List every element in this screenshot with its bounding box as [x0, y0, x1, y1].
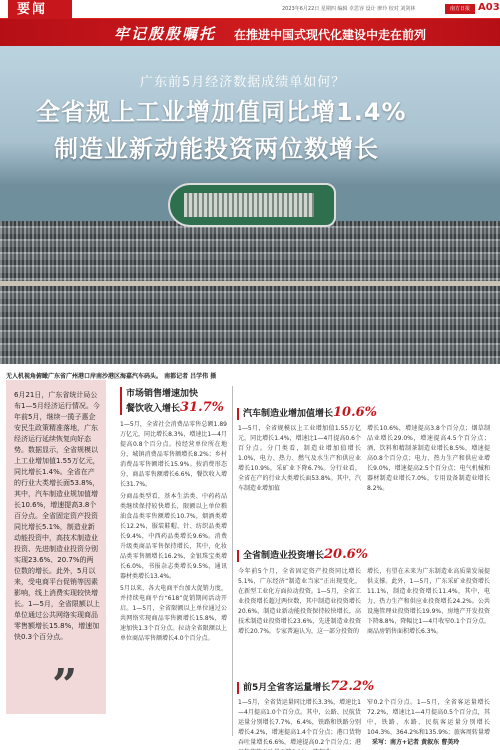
byline: 采写：南方+记者 黄叙东 曹美玲: [372, 739, 460, 746]
auto-figure: 10.6%: [333, 405, 378, 420]
hero-title-line2: 制造业新动能投资两位数增长: [54, 135, 379, 163]
industry-body-col2: 增长，有望在未来为广东制造业高质量发展提供支撑。此外，1—5月，广东采矿业投资增长11.1%，制造业投资增长11.4%，其中，电力、热力生产和供应业投资增长24.2%。公共设施管理业投资增长19.9%，房地产开发投资下降8.8%，降幅比1—4月收窄0.1个百分点。商品房销售面积增长6.3%。: [367, 568, 490, 635]
industry-figure: 20.6%: [324, 547, 369, 562]
car-carrier-ship: [168, 183, 336, 227]
industry-heading: 全省制造业投资增长20.6%: [243, 547, 369, 562]
lead-text: 6月21日，广东省统计局公布1—5月经济运行情况。今年前5月，继续一揽子惠企安民生政策精准落地，广东经济运行延续恢复向好态势。数据显示，全省规模以上工业增加值1.55万亿元，同比增长1.4%。全省在产的行业大类增长面53.8%，其中，汽车制造业规加值增长10.6%，增速提高3.8个百分点。全省固定资产投资同比增长5.1%，制造业新动能投资中，高技术制造业投资、先进制造业投资分别实现23.6%、20.7%的两位数的增长。此外，5月以来，受电商平台促销等因素影响，线上消费实现较快增长。1—5月，全省限额以上单位通过公共网络实现商品零售额增长15.8%，增速加快0.3个百分点。: [14, 391, 100, 641]
issue-info: 2023年6月22日 星期四 编辑 卓思容 设计 廖玲 校对 刘剑林: [282, 6, 416, 12]
section-tag: 要闻: [8, 0, 72, 19]
retail-heading-2: 餐饮收入增长31.7%: [126, 400, 225, 415]
masthead: [0, 0, 500, 19]
transport-body-col2: 窄0.2个百分点。1—5月，全省客运量增长72.2%，增速比1—4月提高0.5个百分点，其中，铁路、水路、民航客运量分别增长104.3%、364.2%和135.9%；旅客周转量增: [367, 699, 490, 736]
port-road: [0, 281, 500, 286]
hero-subtitle: 广东前5月经济数据成绩单如何？: [140, 75, 346, 90]
heading-accent-bar: [237, 682, 239, 694]
heading-accent-bar: [120, 387, 122, 415]
paper-badge: 南方日报: [445, 4, 475, 14]
heading-accent-bar: [237, 408, 239, 420]
auto-body-col1: 1—5月，全省规模以上工业增加值1.55万亿元，同比增长1.4%，增速比1—4月提高0.6个百分点。分门类看，制造业增加值增长1.0%，电力、热力、燃气及水生产和供应业增长10.9%，采矿业下降6.7%。分行业看，全省在产的行业大类增长面53.8%。其中，汽车制造业增加值: [238, 425, 361, 492]
retail-heading: 市场销售增速加快: [126, 389, 199, 399]
auto-heading: 汽车制造业增加值增长10.6%: [243, 405, 378, 420]
slogan-text: 在推进中国式现代化建设中走在前列: [234, 28, 427, 42]
retail-figure: 31.7%: [180, 400, 225, 415]
auto-body-col2: 增长10.6%，增速提高3.8个百分点；烟草制品业增长29.0%，增速提高4.5个百分点；酒、饮料和精制茶制造业增长8.5%，增速提高0.8个百分点；电力、热力生产和供应业增长9.0%，增速提高2.5个百分点；电气机械和器材制造业增长7.0%，专用设备制造业增长8.2%。: [367, 425, 490, 492]
industry-body-col1: 今年前5个月，全省固定资产投资同比增长5.1%，广东经济“制造业当家”正出现变化，在新型工业化方面拉动投资。1—5月，全省工业投资增长超过两位数，其中制造业投资增长20.6%，制造业新动能投资保持较快增长，高技术制造业投资增长23.6%，先进制造业投资增长20.7%。专家普遍认为，这一部分投资的: [238, 568, 361, 635]
photo-caption: 无人机视角俯瞰广东省广州港口岸南沙港区海嘉汽车码头。 南都记者 吕学伟 摄: [6, 373, 217, 380]
transport-body-col1: 1—5月，全省货运量同比增长3.3%，增速比1—4月提高1.0个百分点。其中，公路、民航货运量分别增长7.7%、6.4%，铁路和铁路分别增长4.2%，增速提高1.4个百分点；港口货物吞吐量增长6.6%，增速提高0.2个百分点；港: [238, 699, 361, 746]
slogan-banner: [0, 19, 500, 46]
retail-body: 1—5月，全省社会消费品零售总额1.89万亿元，同比增长8.3%，增速比1—4月提高0.8个百分点。按经营单位所在地分，城镇消费品零售额增长8.2%；乡村消费品零售额增长15.9%。按消费形态分，商品零售额增长6.6%，餐饮收入增长31.7%。 分商品类型看，基本生活类、中药药品类继续保持较快增长，限额以上单位粮油食品类零售额增长10.7%，烟酒类增长12.2%，服装鞋帽、针、纺织品类增长9.4%，中西药品类增长9.6%。消费升级类商品零售保持增长，其中，化妆品类零售额增长16.2%，金银珠宝类增长6.0%，书报杂志类增长9.5%，通讯器材类增长13.4%。 5月以来，各大电商平台加大促销力度，并持续电商平台“618”促销期间活动开启。1—5月，全省限额以上单位通过公共网络实现商品零售额增长15.8%，增速加快1.3个百分点。拉动全省限额以上单位商品零售额增长4.0个百分点。: [120, 421, 227, 642]
car-parking-lot: [0, 221, 500, 364]
slogan-calligraphy: 牢记殷殷嘱托: [114, 25, 217, 43]
hero-photo: [0, 46, 500, 364]
transport-figure: 72.2%: [330, 679, 375, 694]
quote-mark-icon: ”: [52, 660, 78, 711]
column-divider: [232, 386, 233, 736]
ship-deck: [184, 193, 314, 217]
page-number: A03: [478, 2, 500, 13]
hero-title-line1: 全省规上工业增加值同比增1.4%: [36, 98, 407, 126]
transport-heading: 前5月全省客运量增长72.2%: [243, 679, 375, 694]
heading-accent-bar: [237, 550, 239, 562]
